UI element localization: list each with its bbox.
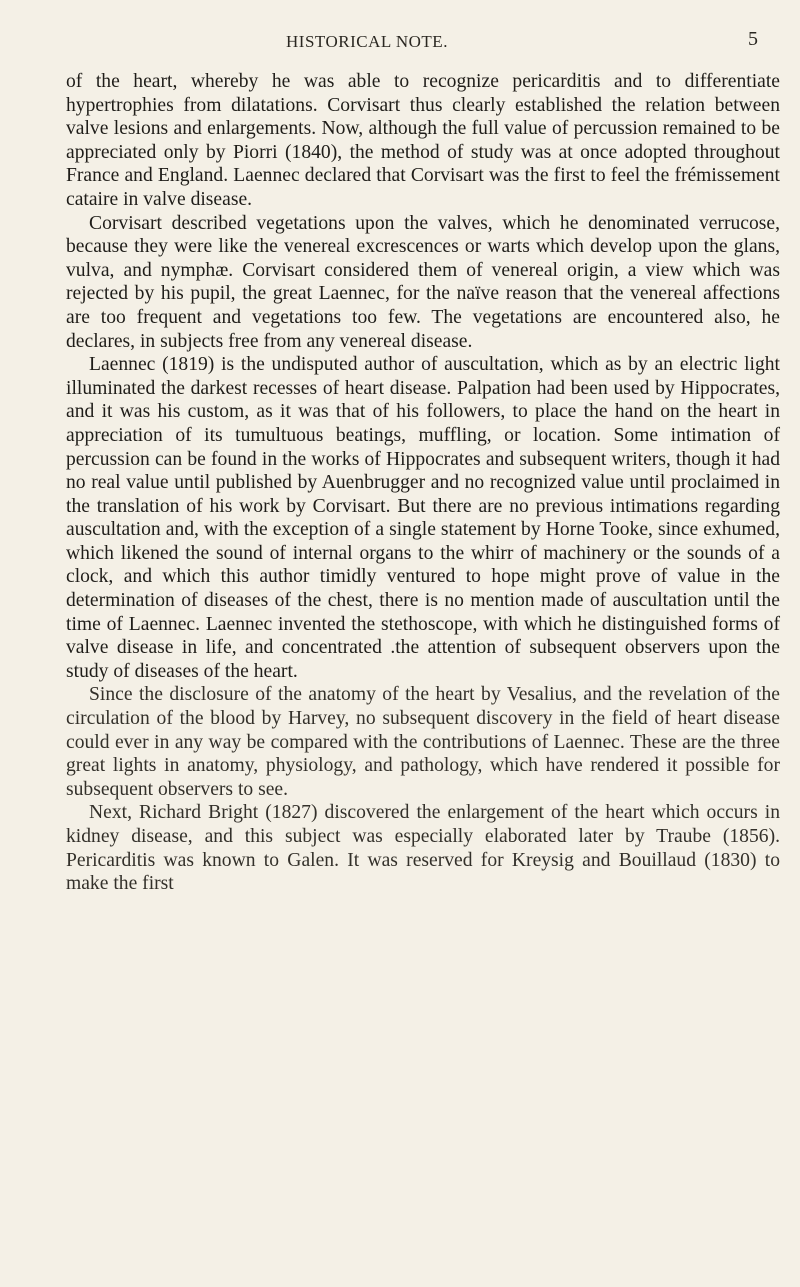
body-text (66, 70, 780, 896)
paragraph-bright: Next, Richard Bright (1827) discovered the enlargement of the heart which occurs in kidney disease, and this subject was especially elaborated later by Traube (1856). Pericarditis was known to Galen. It was reserved for Kreysig and Bouillaud (1830) to make the first (66, 802, 780, 895)
running-title: HISTORICAL NOTE. (286, 32, 448, 51)
paragraph-continued: of the heart, whereby he was able to recognize pericarditis and to differentiate hypertrophies from dilatations. Corvisart thus clearly established the relation between valve lesions and enlargements. Now, although the full value of percussion remained to be appreciated only by Piorri (1840), the method of study was at once adopted throughout France and England. Laennec declared that Corvisart was the first to feel the frémissement cataire in valve disease. (66, 71, 780, 210)
page-number: 5 (748, 28, 758, 50)
paragraph-contributions: Since the disclosure of the anatomy of the heart by Vesalius, and the revelation of the circulation of the blood by Harvey, no subsequent discovery in the field of heart disease could ever in any way be compared with the contributions of Laennec. These are the three great lights in anatomy, physiology, and pathology, which have rendered it possible for subsequent observers to see. (66, 684, 780, 800)
paragraph-auscultation: Laennec (1819) is the undisputed author of auscultation, which as by an electric light illuminated the darkest recesses of heart disease. Palpation had been used by Hippocrates, and it was his custom, as it was that of his followers, to place the hand on the heart in appreciation of its tumultuous beatings, muffling, or location. Some intimation of percussion can be found in the works of Hippocrates and subsequent writers, though it had no real value until published by Auenbrugger and no recognized value until proclaimed in the translation of his work by Corvisart. But there are no previous intimations regarding auscultation and, with the exception of a single statement by Horne Tooke, since exhumed, which likened the sound of internal organs to the whirr of machinery or the sounds of a clock, and which this author timidly ventured to hope might prove of value in the determination of diseases of the chest, there is no mention made of auscultation until the time of Laennec. Laennec invented the stethoscope, with which he distinguished forms of valve disease in life, and concentrated .the attention of subsequent observers upon the study of diseases of the heart. (66, 354, 780, 682)
running-head (68, 28, 770, 56)
paragraph-vegetations: Corvisart described vegetations upon the valves, which he denominated verrucose, because they were like the venereal excrescences or warts which develop upon the glans, vulva, and nymphæ. Corvisart considered them of venereal origin, a view which was rejected by his pupil, the great Laennec, for the naïve reason that the venereal affections are too frequent and vegetations too few. The vegetations are encountered also, he declares, in subjects free from any venereal disease. (66, 212, 780, 352)
